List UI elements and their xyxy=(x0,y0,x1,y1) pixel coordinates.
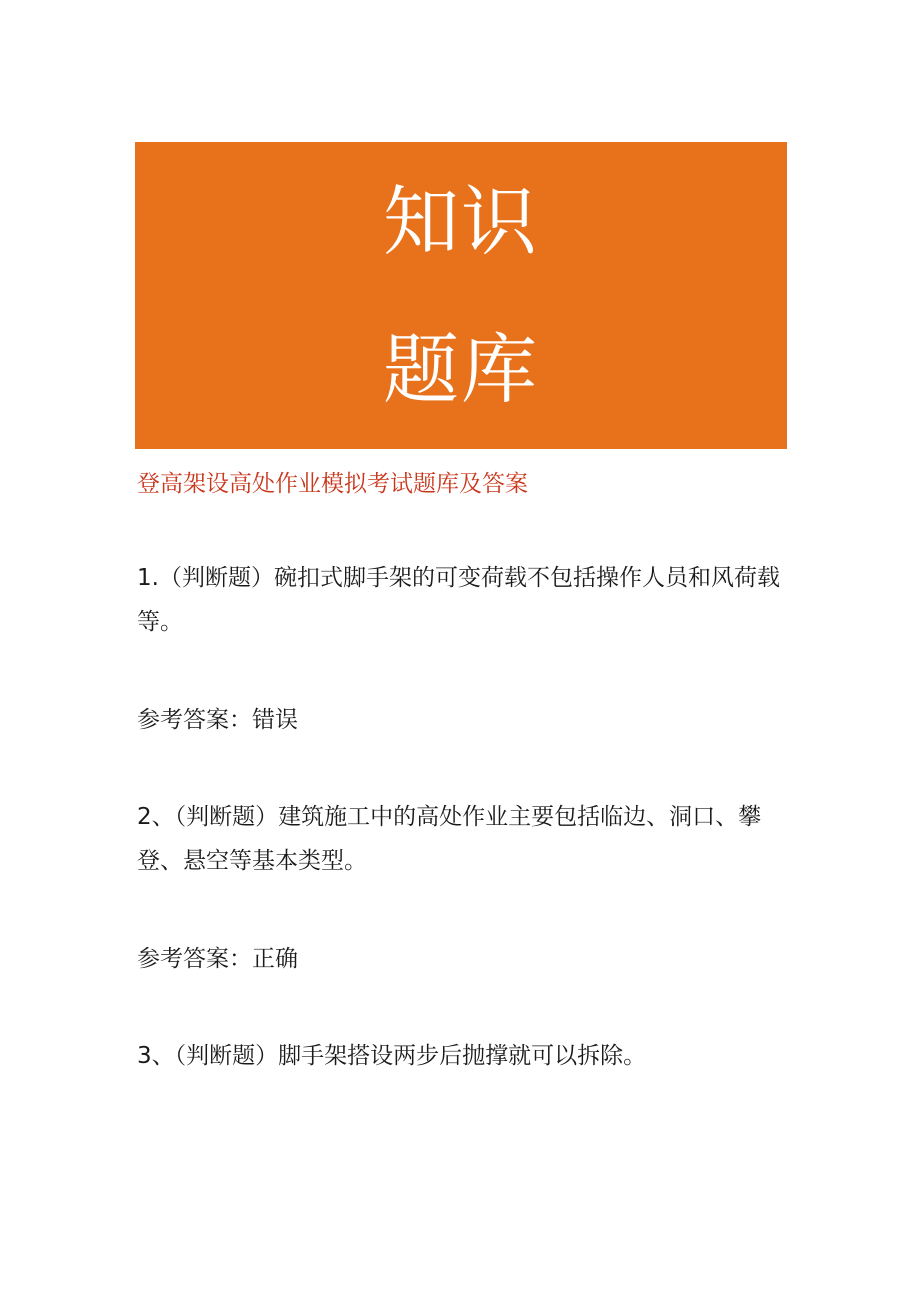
question-3: 3、（判断题）脚手架搭设两步后抛撑就可以拆除。 xyxy=(137,1043,647,1069)
answer-1: 参考答案：错误 xyxy=(137,707,298,733)
cover-banner xyxy=(135,142,787,449)
document-title: 登高架设高处作业模拟考试题库及答案 xyxy=(137,471,528,497)
question-1: 1.（判断题）碗扣式脚手架的可变荷载不包括操作人员和风荷载等。 xyxy=(137,565,780,635)
question-2: 2、（判断题）建筑施工中的高处作业主要包括临边、洞口、攀登、悬空等基本类型。 xyxy=(137,804,762,874)
answer-2: 参考答案：正确 xyxy=(137,946,298,972)
banner-title-line-1: 知识 xyxy=(383,176,539,266)
banner-title-line-2: 题库 xyxy=(383,324,539,414)
